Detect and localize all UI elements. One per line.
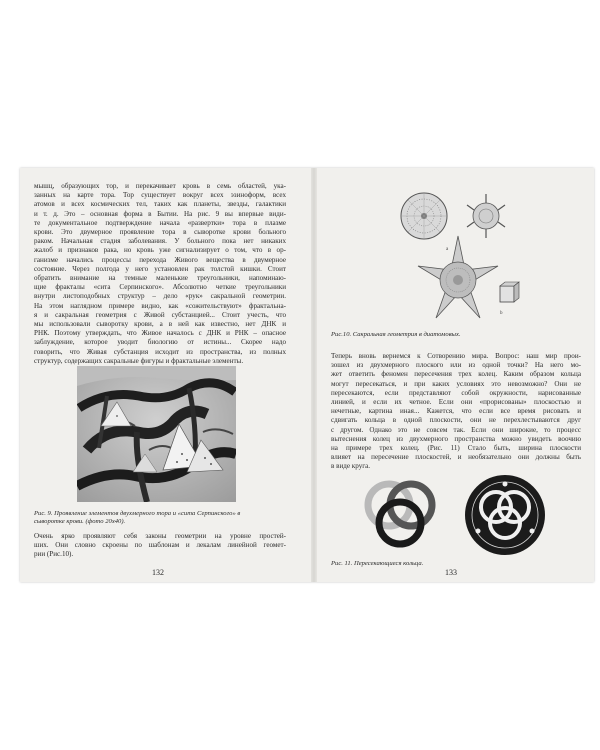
text-line: с другом. Однако это не совсем так. Если они широкие, то процесс [331, 425, 581, 434]
right-page-number: 133 [445, 568, 457, 577]
caption-line: сыворотке крови. (фото 20х40). [34, 518, 126, 526]
text-line: вытеснения колец из двухмерного пространства можно увидеть воочию [331, 434, 581, 443]
text-line: атомов и всех космических тел, таких как планеты, звезды, галактики [34, 200, 286, 209]
left-paragraph-1 [34, 182, 286, 366]
text-line: структур, содержащих сакральные фигуры и фрактальные элементы. [34, 356, 244, 365]
text-line: и т. д. Это – основная форма в Бытии. На рис. 9 вы впервые види- [34, 209, 286, 218]
text-line: пересекаются, если представляют собой окружности, нарисованные [331, 388, 581, 397]
text-line: жалоб и признаков рака, но кровь уже сигнализирует о том, что в ор- [34, 246, 286, 255]
figure-11-intersecting-rings [359, 473, 547, 557]
left-page [20, 168, 311, 582]
text-line: занных на карте тора. Тор существует вокруг всех эзиноформ, всех [34, 191, 286, 200]
text-line: Теперь вновь вернемся к Сотворению мира. Вопрос: наш мир прои- [331, 352, 581, 360]
figure-9-caption [34, 510, 300, 526]
text-line: обратить внимание на темные маленькие треугольники, напоминаю- [34, 274, 286, 283]
text-line: влияет на пересечение плоскостей, и необязательно они должны быть [331, 453, 581, 462]
svg-text:a: a [446, 247, 449, 252]
figure-10-caption: Рис.10. Сакральная геометрия в диатомовых. [331, 331, 461, 338]
text-line: в виде круга. [331, 462, 371, 471]
text-line: нечетные, картина иная... Кажется, что если все время рисовать и [331, 407, 581, 416]
text-line: могут пересекаться, и при каких условиях это невозможно? Они не [331, 379, 581, 388]
text-line: зошел из двухмерного плоского или из одной точки? На него мо- [331, 361, 581, 370]
figure-9-blood-torus-photo [77, 366, 236, 502]
text-line: те документальное подтверждение начала «развертки» тора в плазме [34, 218, 286, 227]
right-page [317, 168, 594, 582]
text-line: мы использовали сыворотку крови, а в ней как известно, нет ДНК и [34, 320, 286, 329]
text-line: на примере трех колец. (Рис. 11) Стало быть, ширина плоскости [331, 444, 581, 453]
left-page-number: 132 [152, 568, 164, 577]
text-line: ганизме начались процессы перехода Живого вещества в двумерное [34, 255, 286, 264]
text-line: крови. Это двумерное проявление тора в сыворотке крови больного [34, 228, 286, 237]
text-line: я и сакральная геометрия с Живой субстанцией... Стоит учесть, что [34, 310, 286, 319]
text-line: На этом наглядном примере видно, как «сожительствуют» фрактальна- [34, 301, 286, 310]
text-line: заблуждение, которое уводит биологию от истины... Скорее надо [34, 338, 286, 347]
text-line: Очень ярко проявляют себя законы геометрии на уровне простей- [34, 532, 286, 540]
text-line: ших. Они словно скроены по шаблонам и лекалам линейной геомет- [34, 541, 286, 550]
text-line: линией, и если их четное. Если они «прорисованы» плоскостью и [331, 398, 581, 407]
caption-line: Рис. 9. Проявление элементов двухмерного тора и «сита Серпинского» в [34, 510, 241, 517]
text-line: РНК. Поэтому утверждать, что Живое началось с ДНК и РНК – опасное [34, 329, 286, 338]
figure-11-caption: Рис. 11. Пересекающиеся кольца. [331, 560, 424, 567]
text-line: говорить, что Живая субстанция исходит из пространства, из полных [34, 347, 286, 356]
svg-text:b: b [500, 311, 503, 316]
text-line: состояние. Через полгода у него установлен рак толстой кишки. Стоит [34, 264, 286, 273]
text-line: сдвигать кольца в одной плоскости, они не перехлестываются друг [331, 416, 581, 425]
text-line: внутри листоподобных структур – дело «рук» сакральной геометрии. [34, 292, 286, 301]
text-line: мышц, образующих тор, и перекачивает кровь в семь областей, ука- [34, 182, 286, 190]
text-line: рии (Рис.10). [34, 550, 74, 559]
right-paragraph-1 [331, 352, 581, 472]
left-paragraph-2 [34, 532, 286, 560]
text-line: раком. Начальная стадия заболевания. У больного пока нет никаких [34, 237, 286, 246]
text-line: жет ответить феномен пересечения трех колец. Каким образом кольца [331, 370, 581, 379]
figure-10-diatoms-illustration [388, 184, 528, 324]
text-line: щие фракталы «сита Серпинского». Абсолютно четкие треугольники [34, 283, 286, 292]
book-spread [20, 168, 594, 582]
